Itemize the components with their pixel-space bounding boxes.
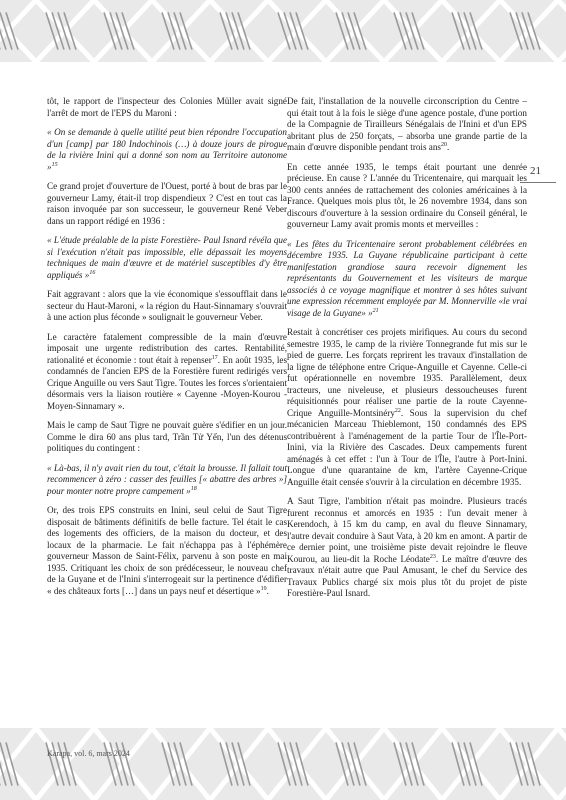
paragraph	[287, 327, 527, 488]
paragraph	[47, 289, 287, 324]
footnote-ref[interactable]: 23	[429, 553, 436, 560]
paragraph-text: « L'étude préalable de la piste Forestière- Paul Isnard révéla que si l'exécution n'était pas impossible, elle dépassait les moyens techniques de main d'œuvre et de matériel susceptibles d'y être appliqués »	[47, 235, 287, 280]
paragraph-text: . Sous la supervision du chef mécanicien Marceau Thieblemont, 150 condamnés des EPS contribuèrent à l'aménagement de la partie Tour de l'Île-Port-Inini, via la Rivière des Cascades. Deux campements furent aménagés à cet effet : l'un à Tour de l'Île, l'autre à Port-Inini. Longue d'une quarantaine de km, l'artère Cayenne-Crique Anguille était censée s'ouvrir à la circulation en décembre 1935.	[287, 407, 527, 487]
footnote-ref[interactable]: 17	[211, 354, 218, 361]
decorative-bottom-band	[0, 728, 566, 800]
paragraph	[287, 496, 527, 600]
footnote-ref[interactable]: 16	[89, 269, 96, 276]
block-quote	[287, 239, 527, 320]
block-quote	[47, 463, 287, 498]
paragraph-text: tôt, le rapport de l'inspecteur des Colonies Müller avait signé l'arrêt de mort de l'EPS du Maroni :	[47, 96, 287, 118]
paragraph-text: A Saut Tigre, l'ambition n'était pas moindre. Plusieurs tracés furent reconnus et amorcés en 1935 : l'un devait mener à Kerendoch, à 15 km du camp, en aval du fleuve Sinnamary, l'autre devait conduire à Saut Vata, à 20 km en amont. A partir de ce dernier point, une troisième piste devait rejoindre le fleuve Kourou, au lieu-dit la Roche Léodate	[287, 496, 527, 564]
paragraph-text: . Le maître d'œuvre des travaux n'était autre que Paul Amusant, le chef du Service des Travaux Publics chargé six mois plus tôt du projet de piste Forestière-Paul Isnard.	[287, 553, 527, 598]
decorative-top-band	[0, 0, 566, 62]
paragraph-text: Mais le camp de Saut Tigre ne pouvait guère s'édifier en un jour. Comme le dira 60 ans plus tard, Trần Tử Yến, l'un des détenus politiques du contingent :	[47, 420, 287, 453]
page-number: 21	[530, 165, 541, 177]
basketry-pattern-bottom	[0, 728, 566, 800]
left-column	[47, 96, 287, 605]
paragraph-text: Le caractère fatalement compressible de la main d'œuvre imposait une urgente redistribution des cartes. Rentabilité, rationalité et économie : tout était à repenser	[47, 331, 287, 365]
paragraph-text: De fait, l'installation de la nouvelle circonscription du Centre –qui était tout à la fois le siège d'une agence postale, d'une portion de la Compagnie de Tirailleurs Sénégalais de l'Inini et d'un EPS abritant plus de 250 forçats, – absorba une grande partie de la main d'œuvre disponible pendant trois ans	[287, 96, 527, 152]
paragraph-text: Or, des trois EPS construits en Inini, seul celui de Saut Tigre disposait de bâtiments définitifs de belle facture. Tel était le cas des logements des officiers, de la maison du docteur, et des locaux de la pharmacie. Le fait n'échappa pas à l'éphémère gouverneur Masson de Saint-Félix, parvenu à son poste en mai 1935. Critiquant les choix de son prédécesseur, le nouveau chef de la Guyane et de l'Inini s'interrogeait sur la pertinence d'édifier « des châteaux forts […] dans un pays neuf et désertique »	[47, 505, 287, 596]
paragraph	[47, 181, 287, 227]
paragraph	[47, 96, 287, 119]
footnote-ref[interactable]: 20	[440, 141, 447, 148]
paragraph-text: « Les fêtes du Tricentenaire seront probablement célébrées en décembre 1935. La Guyane républicaine participant à cette manifestation grandiose saura recevoir dignement les représentants du Gouvernement et les visiteurs de marque associés à ce voyage magnifique et montrer à ses hôtes suivant une expression récemment employée par M. Monnerville «le vrai visage de la Guyane» »	[287, 238, 527, 318]
paragraph-text: Ce grand projet d'ouverture de l'Ouest, porté à bout de bras par le gouverneur Lamy, était-il trop dispendieux ? C'est en tout cas la raison invoquée par son successeur, le gouverneur René Veber dans un rapport rédigé en 1936 :	[47, 181, 287, 226]
right-column	[287, 96, 527, 608]
paragraph	[287, 96, 527, 154]
paragraph	[47, 420, 287, 455]
footnote-ref[interactable]: 18	[190, 485, 197, 492]
page-number-rule	[520, 182, 556, 183]
paragraph-text: « Là-bas, il n'y avait rien du tout, c'était la brousse. Il fallait tout recommencer à zéro : casser des feuilles [« abattre des arbres »] pour monter notre propre campement »	[47, 462, 287, 496]
footnote-ref[interactable]: 21	[372, 307, 379, 314]
footnote-ref[interactable]: 22	[394, 407, 401, 414]
paragraph	[287, 162, 527, 231]
footnote-ref[interactable]: 15	[51, 161, 58, 168]
footnote-ref[interactable]: 19	[260, 585, 267, 592]
paragraph	[47, 505, 287, 597]
block-quote	[47, 235, 287, 281]
paragraph-text: .	[266, 585, 269, 596]
paragraph-text: En cette année 1935, le temps était pourtant une denrée précieuse. En cause ? L'année du Tricentenaire, qui marquait les 300 cents années de rattachement des colonies américaines à la France. Quelques mois plus tôt, le 26 novembre 1934, dans son discours d'ouverture à la session ordinaire du Conseil général, le gouverneur Lamy avait promis monts et merveilles :	[287, 161, 527, 229]
footer-citation: Karapa, vol. 6, mars 2024	[47, 749, 130, 758]
paragraph-text: . En août 1935, les condamnés de l'ancien EPS de la Forestière furent redirigés vers Crique Anguille ou vers Saut Tigre. Toutes les forces s'orientaient désormais vers la liaison routière « Cayenne -Moyen-Kourou - Moyen-Sinnamary ».	[47, 354, 288, 411]
paragraph-text: .	[446, 142, 450, 152]
block-quote	[47, 127, 287, 173]
basketry-pattern-top	[0, 0, 566, 62]
paragraph-text: « On se demande à quelle utilité peut bien répondre l'occupation d'un [camp] par 180 Indochinois (…) à douze jours de pirogue de la rivière Inini qui a donné son nom au Territoire autonome »	[47, 127, 287, 172]
paragraph	[47, 332, 287, 413]
paragraph-text: Restait à concrétiser ces projets mirifiques. Au cours du second semestre 1935, le camp de la rivière Tonnegrande fut mis sur le pied de guerre. Les forçats reprirent les travaux d'installation de la ligne de téléphone entre Crique-Anguille et Cayenne. Celle-ci fut opérationnelle en novembre 1935. Parallèlement, deux tracteurs, une niveleuse, et plusieurs dessoucheuses furent réquisitionnés pour réaliser une partie de la route Cayenne-Crique Anguille-Montsinéry	[287, 327, 527, 418]
paragraph-text: Fait aggravant : alors que la vie économique s'essoufflait dans le secteur du Haut-Maroni, « la région du Haut-Sinnamary s'ouvrait à une action plus féconde » soulignait le gouverneur Veber.	[47, 289, 287, 322]
